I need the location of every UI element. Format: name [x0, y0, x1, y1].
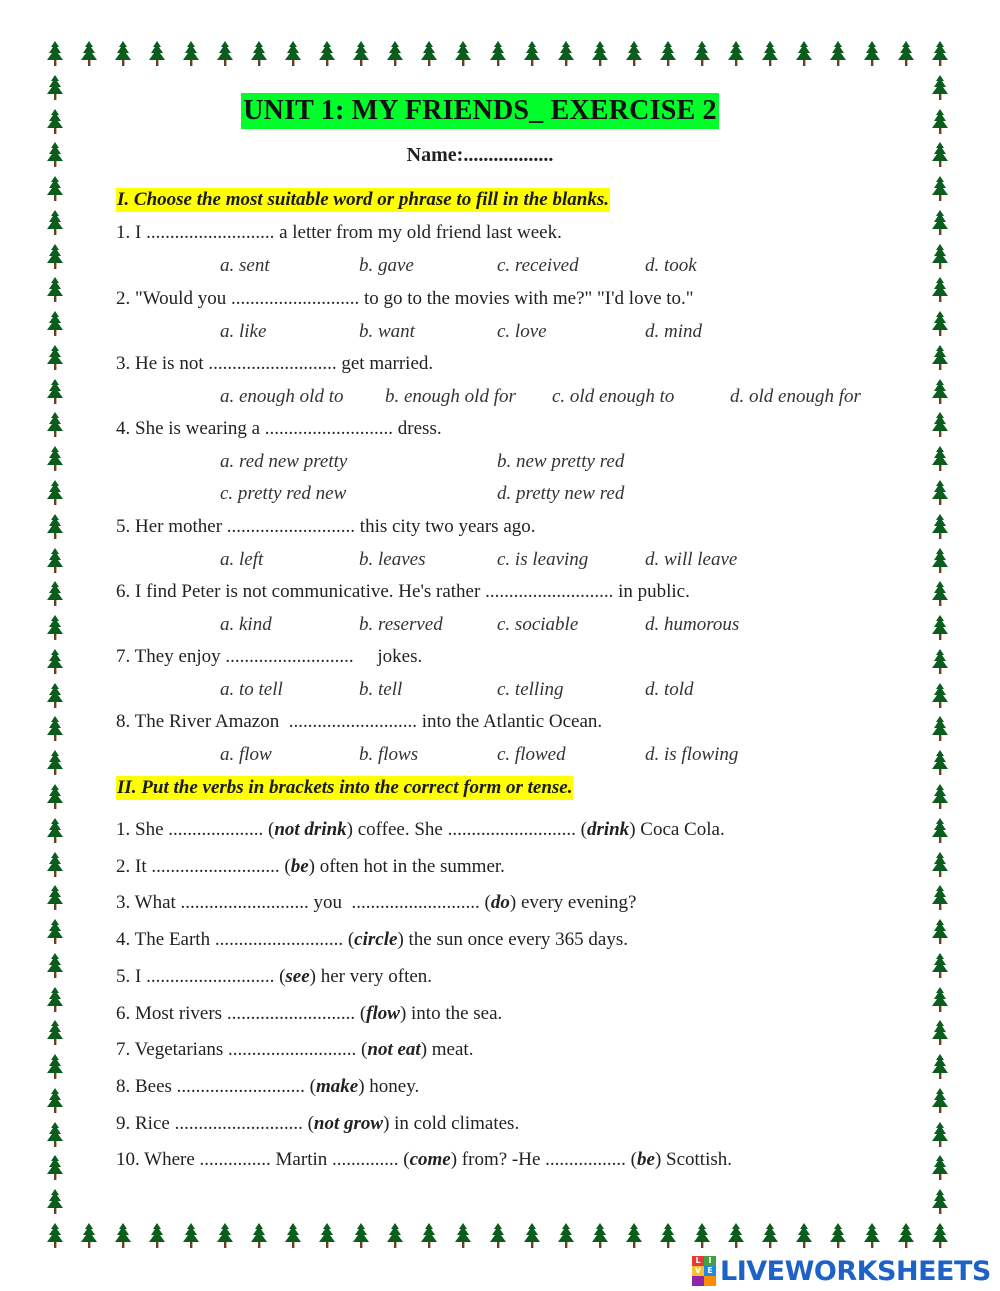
section-2-heading: II. Put the verbs in brackets into the correct form or tense. — [117, 777, 573, 798]
tree-icon — [932, 818, 948, 844]
tree-icon — [830, 41, 846, 67]
tree-icon — [47, 852, 63, 878]
verb-item-6 — [116, 1002, 502, 1026]
question-8: 8. The River Amazon ........................... into the Atlantic Ocean. — [116, 711, 603, 732]
question-1: 1. I ........................... a letter from my old friend last week. — [116, 222, 562, 243]
verb-item-9 — [116, 1112, 519, 1136]
tree-icon — [932, 480, 948, 506]
tree-icon — [47, 1054, 63, 1080]
verb-item-1 — [116, 818, 725, 842]
tree-icon — [115, 41, 131, 67]
tree-icon — [285, 1223, 301, 1249]
tree-icon — [47, 210, 63, 236]
question-3-option-d[interactable]: d. old enough for — [730, 386, 861, 407]
tree-icon — [932, 1088, 948, 1114]
tree-icon — [694, 41, 710, 67]
tree-icon — [353, 41, 369, 67]
verb-item-4 — [116, 928, 628, 952]
tree-icon — [47, 1088, 63, 1114]
tree-icon — [81, 1223, 97, 1249]
verb-item-text: 9. Rice ........................... ( — [116, 1112, 314, 1134]
verb-item-text: 4. The Earth ........................... ( — [116, 929, 355, 951]
section-1-heading: I. Choose the most suitable word or phrase to fill in the blanks. — [117, 189, 609, 210]
tree-icon — [592, 1223, 608, 1249]
tree-icon — [47, 480, 63, 506]
verb-item-text: 5. I ........................... ( — [116, 965, 286, 987]
tree-icon — [183, 41, 199, 67]
tree-icon — [932, 750, 948, 776]
tree-icon — [898, 1223, 914, 1249]
tree-icon — [932, 412, 948, 438]
question-3: 3. He is not ........................... get married. — [116, 353, 434, 374]
tree-icon — [932, 1189, 948, 1215]
verb-hint: circle — [354, 929, 398, 951]
tree-icon — [149, 41, 165, 67]
tree-icon — [285, 41, 301, 67]
tree-icon — [932, 1155, 948, 1181]
tree-icon — [932, 1054, 948, 1080]
tree-icon — [319, 41, 335, 67]
tree-icon — [932, 885, 948, 911]
tree-icon — [932, 210, 948, 236]
verb-item-text: 7. Vegetarians ........................... ( — [116, 1039, 368, 1061]
question-7: 7. They enjoy ........................... jokes. — [116, 646, 423, 667]
tree-icon — [932, 581, 948, 607]
logo-icon-tile: E — [704, 1266, 716, 1276]
tree-icon — [762, 41, 778, 67]
verb-item-10 — [116, 1148, 732, 1172]
tree-icon — [932, 514, 948, 540]
tree-icon — [932, 311, 948, 337]
tree-icon — [932, 1122, 948, 1148]
tree-icon — [932, 1223, 948, 1249]
tree-icon — [932, 345, 948, 371]
verb-item-text: ) meat. — [420, 1039, 474, 1061]
verb-hint: not grow — [313, 1112, 384, 1134]
tree-icon — [932, 446, 948, 472]
verb-item-text: ) in cold climates. — [383, 1112, 520, 1134]
question-8-option-d[interactable]: d. is flowing — [645, 744, 739, 765]
tree-icon — [932, 244, 948, 270]
tree-icon — [932, 548, 948, 574]
tree-icon — [558, 1223, 574, 1249]
tree-icon — [47, 176, 63, 202]
question-6-option-a[interactable]: a. kind — [220, 614, 272, 635]
logo-icon-tile: V — [692, 1266, 704, 1276]
tree-icon — [251, 1223, 267, 1249]
tree-icon — [932, 852, 948, 878]
tree-icon — [217, 1223, 233, 1249]
verb-hint: drink — [586, 819, 630, 840]
tree-icon — [932, 953, 948, 979]
question-3-option-a[interactable]: a. enough old to — [220, 386, 344, 407]
tree-icon — [47, 1020, 63, 1046]
tree-icon — [796, 1223, 812, 1249]
verb-item-text: 1. She .................... ( — [116, 819, 275, 840]
tree-icon — [115, 1223, 131, 1249]
question-7-option-b[interactable]: b. tell — [359, 679, 403, 700]
tree-icon — [524, 41, 540, 67]
verb-item-text: 3. What ........................... you ........................... ( — [116, 892, 491, 914]
title-wrap — [0, 93, 960, 129]
verb-item-text: ) often hot in the summer. — [308, 855, 505, 877]
question-5: 5. Her mother ........................... this city two years ago. — [116, 516, 536, 537]
question-2: 2. "Would you ........................... to go to the movies with me?" "I'd love to." — [116, 288, 694, 309]
tree-icon — [864, 1223, 880, 1249]
tree-icon — [47, 412, 63, 438]
tree-icon — [47, 716, 63, 742]
liveworksheets-logo — [692, 1253, 991, 1289]
tree-icon — [932, 649, 948, 675]
tree-icon — [932, 41, 948, 67]
tree-icon — [47, 784, 63, 810]
tree-icon — [932, 919, 948, 945]
verb-item-text: ) her very often. — [309, 965, 433, 987]
question-5-option-a[interactable]: a. left — [220, 549, 264, 570]
tree-icon — [524, 1223, 540, 1249]
tree-icon — [932, 379, 948, 405]
tree-icon — [47, 581, 63, 607]
logo-icon-tile — [704, 1276, 716, 1286]
verb-item-text: 10. Where ............... Martin .............. ( — [116, 1149, 410, 1171]
verb-item-text: ) from? -He ................. ( — [450, 1149, 637, 1171]
tree-icon — [387, 41, 403, 67]
question-2-option-a[interactable]: a. like — [220, 321, 267, 342]
tree-icon — [183, 1223, 199, 1249]
tree-icon — [660, 1223, 676, 1249]
tree-icon — [251, 41, 267, 67]
question-1-option-d[interactable]: d. took — [645, 255, 697, 276]
logo-text: LIVEWORKSHEETS — [720, 1255, 991, 1287]
tree-icon — [558, 41, 574, 67]
question-4-option-b[interactable]: b. new pretty red — [497, 451, 625, 472]
verb-item-3 — [116, 891, 637, 915]
tree-icon — [387, 1223, 403, 1249]
tree-icon — [421, 1223, 437, 1249]
question-2-option-d[interactable]: d. mind — [645, 321, 702, 342]
tree-icon — [932, 716, 948, 742]
verb-item-text: ) every evening? — [509, 892, 637, 914]
tree-icon — [455, 41, 471, 67]
question-7-option-d[interactable]: d. told — [645, 679, 694, 700]
question-2-option-c[interactable]: c. love — [497, 321, 547, 342]
tree-icon — [796, 41, 812, 67]
tree-icon — [149, 1223, 165, 1249]
verb-hint: come — [409, 1149, 451, 1171]
question-4-option-d[interactable]: d. pretty new red — [497, 483, 625, 504]
verb-hint: make — [316, 1075, 359, 1097]
tree-icon — [47, 277, 63, 303]
verb-hint: not eat — [367, 1039, 421, 1061]
tree-icon — [319, 1223, 335, 1249]
tree-icon — [47, 514, 63, 540]
verb-item-text: ) into the sea. — [399, 1002, 503, 1024]
tree-icon — [626, 41, 642, 67]
tree-icon — [47, 1155, 63, 1181]
question-7-option-c[interactable]: c. telling — [497, 679, 564, 700]
verb-item-text: 8. Bees ........................... ( — [116, 1075, 317, 1097]
liveworksheets-logo-icon — [692, 1256, 716, 1286]
tree-icon — [932, 784, 948, 810]
question-6-option-b[interactable]: b. reserved — [359, 614, 443, 635]
tree-icon — [47, 1223, 63, 1249]
verb-item-7 — [116, 1038, 473, 1062]
logo-icon-tile: I — [704, 1256, 716, 1266]
tree-icon — [932, 277, 948, 303]
verb-hint: see — [285, 965, 310, 987]
question-8-option-b[interactable]: b. flows — [359, 744, 419, 765]
tree-icon — [898, 41, 914, 67]
tree-icon — [864, 41, 880, 67]
question-1-option-c[interactable]: c. received — [497, 255, 579, 276]
question-3-option-c[interactable]: c. old enough to — [552, 386, 675, 407]
tree-icon — [47, 615, 63, 641]
tree-icon — [47, 379, 63, 405]
question-4: 4. She is wearing a ........................... dress. — [116, 418, 442, 439]
tree-icon — [217, 41, 233, 67]
question-2-option-b[interactable]: b. want — [359, 321, 415, 342]
worksheet-title: UNIT 1: MY FRIENDS_ EXERCISE 2 — [241, 93, 719, 129]
question-7-option-a[interactable]: a. to tell — [220, 679, 283, 700]
tree-icon — [47, 818, 63, 844]
tree-icon — [421, 41, 437, 67]
verb-item-2 — [116, 855, 505, 879]
name-field-label: Name:.................. — [406, 144, 554, 166]
tree-icon — [47, 1122, 63, 1148]
tree-icon — [490, 41, 506, 67]
question-4-option-a[interactable]: a. red new pretty — [220, 451, 348, 472]
question-6-option-d[interactable]: d. humorous — [645, 614, 740, 635]
tree-icon — [47, 919, 63, 945]
verb-item-text: 6. Most rivers ........................... ( — [116, 1002, 367, 1024]
tree-icon — [932, 683, 948, 709]
tree-icon — [830, 1223, 846, 1249]
tree-icon — [47, 953, 63, 979]
tree-icon — [455, 1223, 471, 1249]
tree-icon — [932, 615, 948, 641]
verb-hint: be — [637, 1149, 655, 1171]
tree-icon — [762, 1223, 778, 1249]
verb-item-5 — [116, 965, 432, 989]
tree-icon — [47, 41, 63, 67]
tree-icon — [47, 244, 63, 270]
question-1-option-a[interactable]: a. sent — [220, 255, 270, 276]
question-4-option-c[interactable]: c. pretty red new — [220, 483, 347, 504]
tree-icon — [694, 1223, 710, 1249]
verb-item-8 — [116, 1075, 419, 1099]
tree-icon — [47, 683, 63, 709]
question-3-option-b[interactable]: b. enough old for — [385, 386, 516, 407]
question-5-option-d[interactable]: d. will leave — [645, 549, 738, 570]
tree-icon — [81, 41, 97, 67]
tree-icon — [47, 649, 63, 675]
tree-icon — [47, 885, 63, 911]
tree-icon — [932, 987, 948, 1013]
tree-icon — [47, 548, 63, 574]
tree-icon — [490, 1223, 506, 1249]
question-5-option-b[interactable]: b. leaves — [359, 549, 426, 570]
question-6-option-c[interactable]: c. sociable — [497, 614, 579, 635]
tree-icon — [660, 41, 676, 67]
tree-icon — [592, 41, 608, 67]
verb-item-text: ) honey. — [358, 1075, 420, 1097]
tree-icon — [353, 1223, 369, 1249]
question-8-option-a[interactable]: a. flow — [220, 744, 272, 765]
tree-icon — [932, 1020, 948, 1046]
tree-icon — [728, 1223, 744, 1249]
verb-hint: flow — [366, 1002, 400, 1024]
verb-item-text: 2. It ........................... ( — [116, 855, 291, 877]
question-5-option-c[interactable]: c. is leaving — [497, 549, 589, 570]
tree-icon — [47, 750, 63, 776]
question-1-option-b[interactable]: b. gave — [359, 255, 414, 276]
verb-item-text: ) Coca Cola. — [629, 819, 725, 840]
logo-icon-tile — [692, 1276, 704, 1286]
verb-item-text: ) Scottish. — [654, 1149, 732, 1171]
verb-hint: do — [490, 892, 510, 914]
tree-icon — [47, 446, 63, 472]
verb-item-text: ) coffee. She ........................... ( — [346, 819, 587, 840]
tree-icon — [47, 1189, 63, 1215]
question-6: 6. I find Peter is not communicative. He's rather ........................... in public. — [116, 581, 690, 602]
logo-icon-tile: L — [692, 1256, 704, 1266]
tree-icon — [47, 311, 63, 337]
tree-icon — [626, 1223, 642, 1249]
tree-icon — [47, 987, 63, 1013]
question-8-option-c[interactable]: c. flowed — [497, 744, 566, 765]
verb-hint: be — [290, 855, 309, 877]
verb-item-text: ) the sun once every 365 days. — [397, 929, 629, 951]
tree-icon — [932, 176, 948, 202]
tree-icon — [47, 345, 63, 371]
tree-icon — [728, 41, 744, 67]
verb-hint: not drink — [274, 819, 347, 840]
